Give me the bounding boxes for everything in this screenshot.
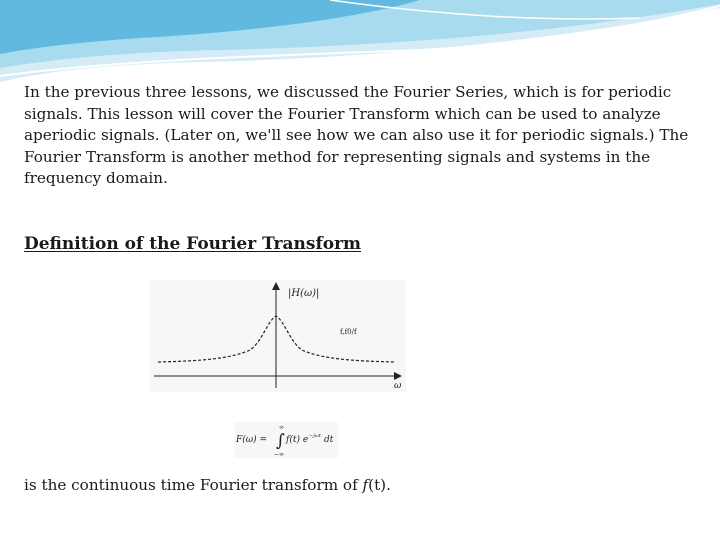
footer-text: is the continuous time Fourier transform of (24, 476, 363, 494)
fourier-transform-equation (234, 422, 338, 458)
integral-upper-limit: ∞ (279, 424, 284, 431)
intro-paragraph: In the previous three lessons, we discussed the Fourier Series, which is for periodic signals. This lesson will cover the Fourier Transform which can be used to analyze aperiodic signals. (Later on, we'll see how we can also use it for periodic signals.) The Fourier Transform is another method for representing signals and systems in the frequency domain. (24, 83, 689, 188)
integral-lower-limit: −∞ (274, 451, 285, 458)
exponent: −jωt (309, 433, 321, 439)
y-axis-label: |H(ω)| (288, 288, 320, 299)
equation-lhs: F(ω) = (236, 435, 268, 445)
x-axis-label: ω (394, 381, 402, 391)
curve-annotation: f,f0/f (340, 328, 357, 336)
magnitude-response-plot (150, 280, 406, 392)
section-heading: Definition of the Fourier Transform (24, 234, 362, 254)
header-wave-decoration (0, 0, 720, 90)
integral-sign-icon: ∫ (276, 431, 285, 451)
function-argument: (t) (368, 476, 387, 494)
differential: dt (324, 435, 334, 445)
integrand: f(t) e (286, 435, 309, 445)
footer-period: . (386, 476, 391, 494)
function-name: f (362, 476, 369, 494)
footer-sentence (24, 474, 391, 496)
